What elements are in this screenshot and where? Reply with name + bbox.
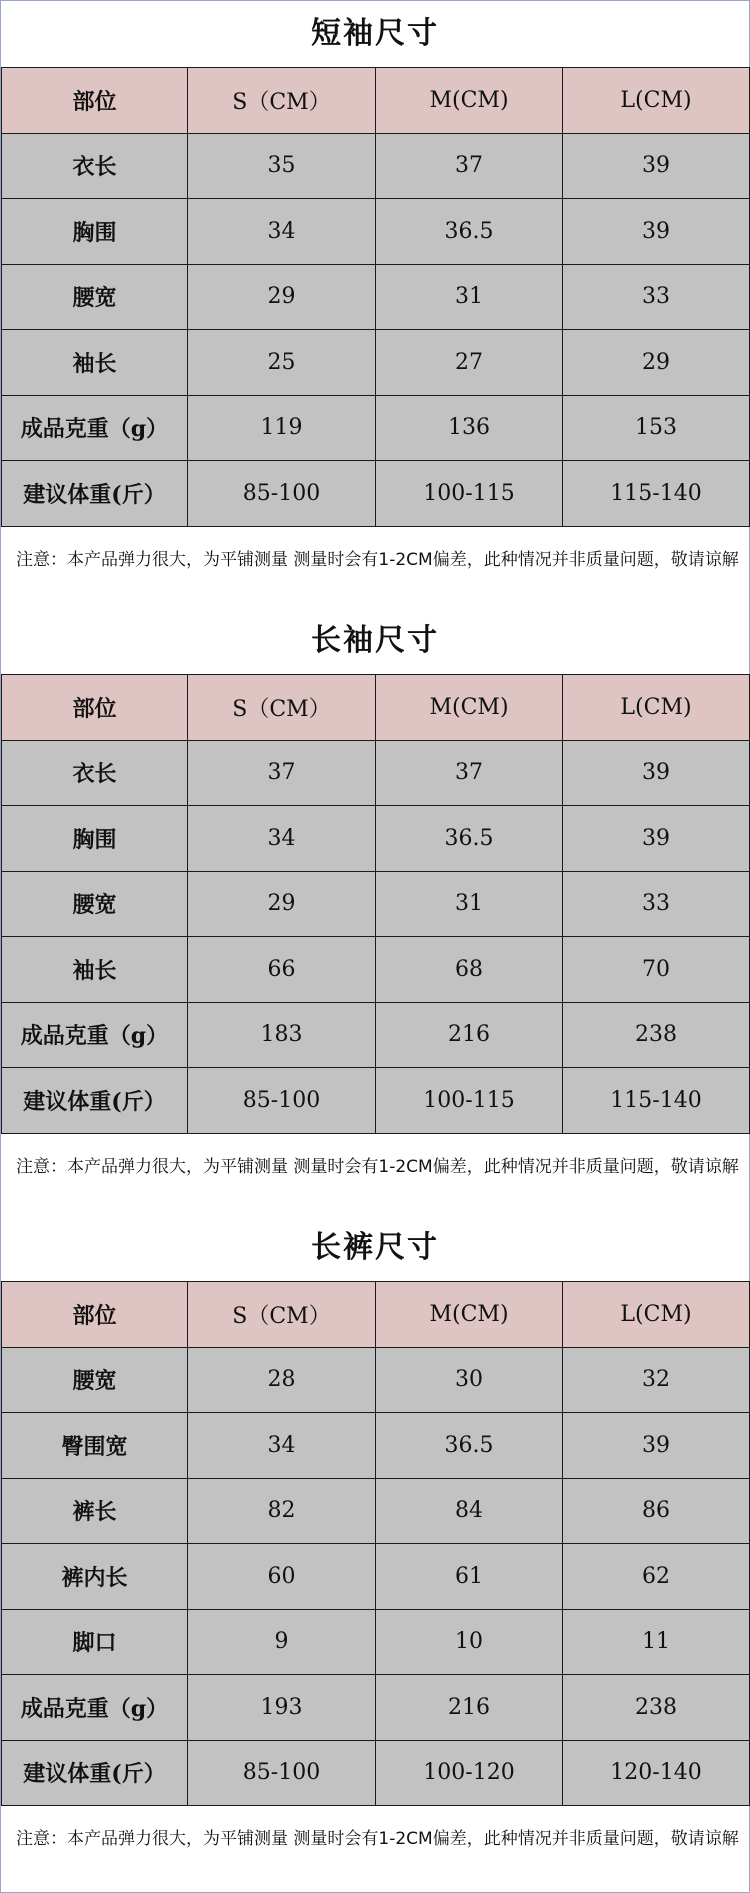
row-label: 建议体重(斤）: [2, 461, 188, 527]
table-row: [2, 1544, 750, 1610]
table-row: [2, 1068, 750, 1134]
table-row: [2, 1478, 750, 1544]
cell-l: 120-140: [563, 1740, 750, 1806]
cell-m: 216: [376, 1002, 563, 1068]
cell-m: 61: [376, 1544, 563, 1610]
table-row: [2, 264, 750, 330]
cell-l: 33: [563, 264, 750, 330]
cell-m: 36.5: [376, 1413, 563, 1479]
section-title: 长裤尺寸: [311, 1230, 439, 1265]
cell-s: 34: [188, 1413, 376, 1479]
row-label: 裤内长: [2, 1544, 188, 1610]
header-cell-l: L(CM): [563, 68, 750, 134]
cell-l: 33: [563, 871, 750, 937]
header-cell-m: M(CM): [376, 675, 563, 741]
table-header-row: [2, 68, 750, 134]
row-label: 腰宽: [2, 1347, 188, 1413]
cell-l: 32: [563, 1347, 750, 1413]
table-row: [2, 1675, 750, 1741]
row-label: 臀围宽: [2, 1413, 188, 1479]
header-cell-part: 部位: [2, 675, 188, 741]
row-label: 成品克重（g）: [2, 395, 188, 461]
size-table: [1, 67, 750, 527]
row-label: 袖长: [2, 330, 188, 396]
cell-m: 84: [376, 1478, 563, 1544]
row-label: 腰宽: [2, 871, 188, 937]
header-cell-part: 部位: [2, 1282, 188, 1348]
cell-l: 70: [563, 937, 750, 1003]
cell-l: 153: [563, 395, 750, 461]
table-row: [2, 1609, 750, 1675]
cell-m: 68: [376, 937, 563, 1003]
short-sleeve-section: [0, 1, 750, 593]
cell-l: 39: [563, 1413, 750, 1479]
row-label: 建议体重(斤）: [2, 1068, 188, 1134]
cell-m: 10: [376, 1609, 563, 1675]
cell-m: 100-115: [376, 461, 563, 527]
cell-m: 136: [376, 395, 563, 461]
cell-s: 34: [188, 199, 376, 265]
cell-l: 115-140: [563, 1068, 750, 1134]
row-label: 脚口: [2, 1609, 188, 1675]
cell-s: 9: [188, 1609, 376, 1675]
row-label: 成品克重（g）: [2, 1002, 188, 1068]
cell-s: 85-100: [188, 461, 376, 527]
cell-l: 39: [563, 740, 750, 806]
cell-m: 216: [376, 1675, 563, 1741]
row-label: 衣长: [2, 133, 188, 199]
measurement-note: 注意：本产品弹力很大，为平铺测量 测量时会有1-2CM偏差，此种情况并非质量问题，敬请谅解: [16, 1829, 739, 1849]
long-sleeve-section: [0, 608, 750, 1200]
row-label: 胸围: [2, 199, 188, 265]
cell-s: 82: [188, 1478, 376, 1544]
cell-l: 39: [563, 806, 750, 872]
cell-s: 193: [188, 1675, 376, 1741]
cell-l: 86: [563, 1478, 750, 1544]
row-label: 腰宽: [2, 264, 188, 330]
cell-l: 39: [563, 199, 750, 265]
cell-m: 37: [376, 133, 563, 199]
table-row: [2, 395, 750, 461]
table-row: [2, 199, 750, 265]
table-row: [2, 461, 750, 527]
cell-s: 183: [188, 1002, 376, 1068]
table-row: [2, 937, 750, 1003]
cell-s: 34: [188, 806, 376, 872]
table-row: [2, 133, 750, 199]
cell-s: 28: [188, 1347, 376, 1413]
table-row: [2, 330, 750, 396]
header-cell-s: S（CM）: [188, 675, 376, 741]
cell-m: 31: [376, 264, 563, 330]
cell-s: 85-100: [188, 1740, 376, 1806]
header-cell-s: S（CM）: [188, 1282, 376, 1348]
cell-l: 39: [563, 133, 750, 199]
table-header-row: [2, 675, 750, 741]
row-label: 袖长: [2, 937, 188, 1003]
cell-s: 29: [188, 264, 376, 330]
table-row: [2, 871, 750, 937]
cell-m: 36.5: [376, 199, 563, 265]
table-row: [2, 1347, 750, 1413]
cell-m: 37: [376, 740, 563, 806]
cell-s: 85-100: [188, 1068, 376, 1134]
row-label: 成品克重（g）: [2, 1675, 188, 1741]
size-table: [1, 674, 750, 1134]
cell-s: 37: [188, 740, 376, 806]
section-title: 短袖尺寸: [311, 16, 439, 51]
cell-l: 238: [563, 1002, 750, 1068]
cell-m: 100-120: [376, 1740, 563, 1806]
pants-section: [0, 1215, 750, 1872]
cell-s: 25: [188, 330, 376, 396]
table-row: [2, 1413, 750, 1479]
cell-s: 35: [188, 133, 376, 199]
cell-l: 29: [563, 330, 750, 396]
measurement-note: 注意：本产品弹力很大，为平铺测量 测量时会有1-2CM偏差，此种情况并非质量问题，敬请谅解: [16, 1156, 739, 1177]
cell-l: 62: [563, 1544, 750, 1610]
table-row: [2, 740, 750, 806]
table-header-row: [2, 1282, 750, 1348]
header-cell-l: L(CM): [563, 1282, 750, 1348]
cell-l: 11: [563, 1609, 750, 1675]
cell-s: 119: [188, 395, 376, 461]
cell-m: 27: [376, 330, 563, 396]
table-row: [2, 1002, 750, 1068]
cell-m: 31: [376, 871, 563, 937]
cell-s: 66: [188, 937, 376, 1003]
table-row: [2, 806, 750, 872]
size-table: [1, 1281, 750, 1806]
header-cell-l: L(CM): [563, 675, 750, 741]
cell-m: 100-115: [376, 1068, 563, 1134]
row-label: 衣长: [2, 740, 188, 806]
table-row: [2, 1740, 750, 1806]
header-cell-m: M(CM): [376, 68, 563, 134]
cell-m: 30: [376, 1347, 563, 1413]
cell-l: 115-140: [563, 461, 750, 527]
cell-s: 60: [188, 1544, 376, 1610]
measurement-note: 注意：本产品弹力很大，为平铺测量 测量时会有1-2CM偏差，此种情况并非质量问题，敬请谅解: [16, 549, 739, 570]
row-label: 胸围: [2, 806, 188, 872]
row-label: 裤长: [2, 1478, 188, 1544]
cell-s: 29: [188, 871, 376, 937]
cell-l: 238: [563, 1675, 750, 1741]
header-cell-part: 部位: [2, 68, 188, 134]
header-cell-s: S（CM）: [188, 68, 376, 134]
header-cell-m: M(CM): [376, 1282, 563, 1348]
section-title: 长袖尺寸: [311, 623, 439, 658]
row-label: 建议体重(斤）: [2, 1740, 188, 1806]
cell-m: 36.5: [376, 806, 563, 872]
